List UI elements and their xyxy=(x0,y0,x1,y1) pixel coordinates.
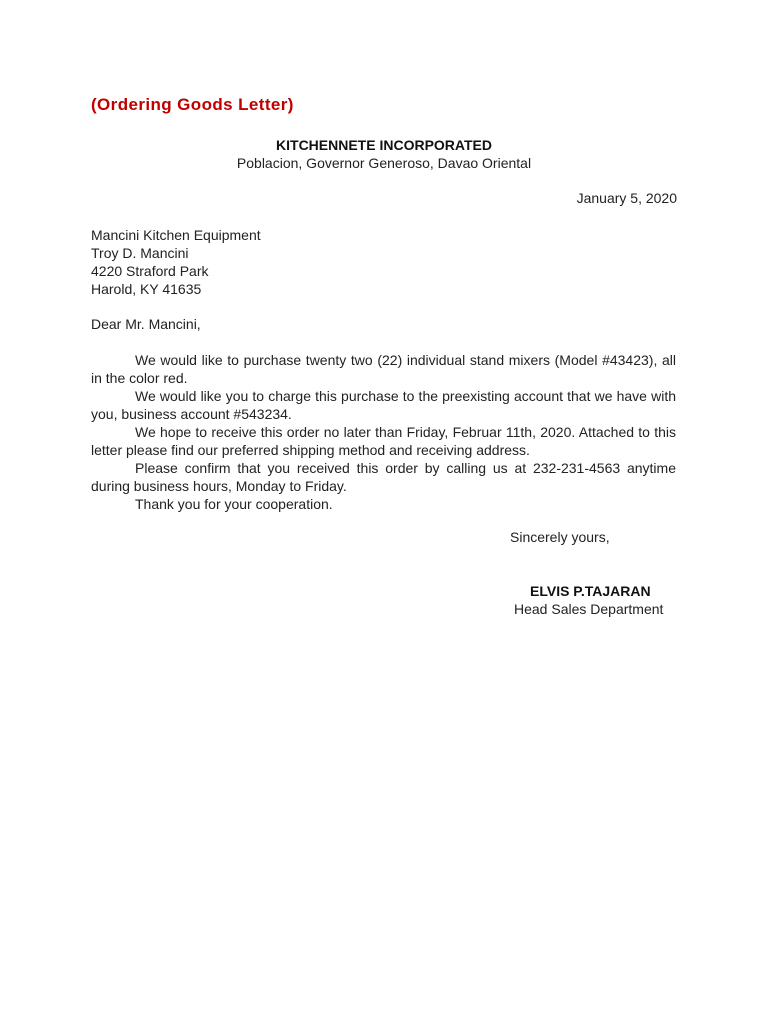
recipient-address-block xyxy=(91,226,261,298)
recipient-street: 4220 Straford Park xyxy=(91,263,209,279)
body-paragraph-account: We would like you to charge this purchase to the preexisting account that we have with you, business account #543234. xyxy=(91,388,676,422)
letter-date: January 5, 2020 xyxy=(576,190,677,206)
signer-name: ELVIS P.TAJARAN xyxy=(530,583,651,599)
recipient-company: Mancini Kitchen Equipment xyxy=(91,227,261,243)
letter-body xyxy=(91,351,676,513)
salutation: Dear Mr. Mancini, xyxy=(91,316,201,332)
body-paragraph-order: We would like to purchase twenty two (22) individual stand mixers (Model #43423), all in the color red. xyxy=(91,352,676,386)
body-paragraph-thanks: Thank you for your cooperation. xyxy=(135,496,333,512)
document-title: (Ordering Goods Letter) xyxy=(91,95,294,114)
recipient-city: Harold, KY 41635 xyxy=(91,281,202,297)
company-name: KITCHENNETE INCORPORATED xyxy=(276,137,492,153)
company-address: Poblacion, Governor Generoso, Davao Oriental xyxy=(236,155,532,171)
recipient-name: Troy D. Mancini xyxy=(91,245,189,261)
body-paragraph-confirm: Please confirm that you received this order by calling us at 232-231-4563 anytime during business hours, Monday to Friday. xyxy=(91,460,676,494)
body-paragraph-delivery: We hope to receive this order no later than Friday, Februar 11th, 2020. Attached to this letter please find our preferred shipping method and receiving address. xyxy=(91,424,676,458)
signer-title: Head Sales Department xyxy=(514,601,664,617)
closing-line: Sincerely yours, xyxy=(510,529,610,545)
